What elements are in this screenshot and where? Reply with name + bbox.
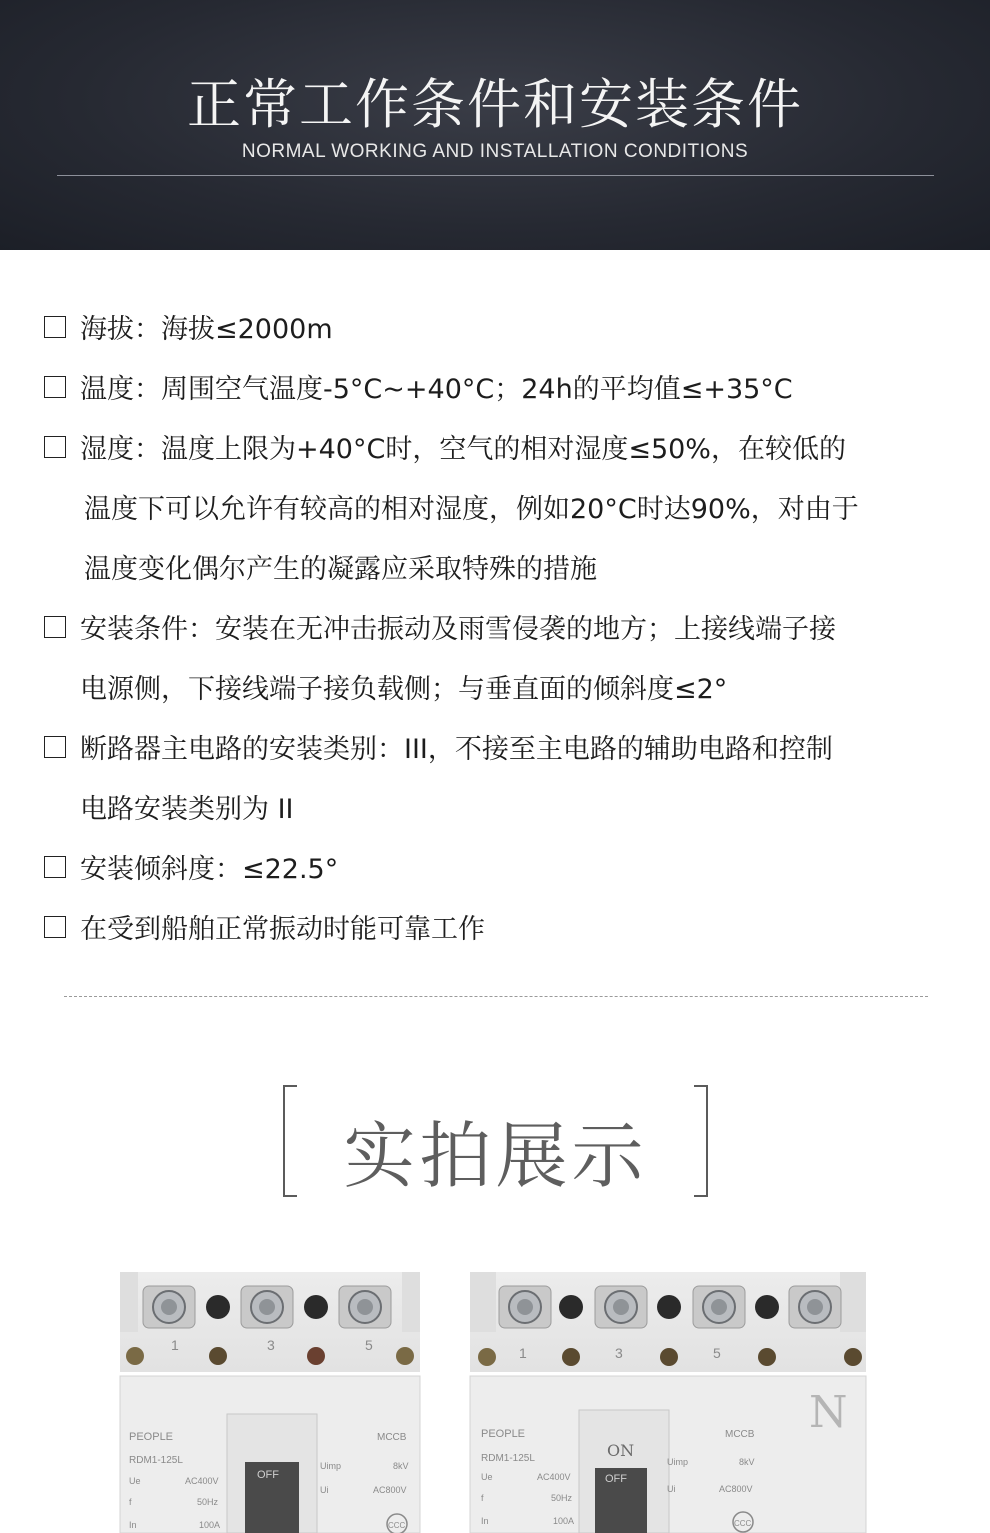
terminal-screw bbox=[789, 1286, 841, 1328]
condition-line: 安装条件：安装在无冲击振动及雨雪侵袭的地方；上接线端子接 bbox=[80, 614, 836, 645]
checkbox-icon bbox=[44, 436, 66, 458]
svg-text:8kV: 8kV bbox=[739, 1457, 755, 1467]
svg-text:f: f bbox=[481, 1493, 484, 1503]
section-divider bbox=[64, 996, 928, 997]
conditions-list bbox=[44, 300, 954, 960]
terminal-number: 5 bbox=[713, 1345, 721, 1361]
terminal-number: 3 bbox=[615, 1345, 623, 1361]
svg-text:AC800V: AC800V bbox=[719, 1484, 753, 1494]
condition-line: 湿度：温度上限为+40°C时，空气的相对湿度≤50%，在较低的 bbox=[80, 434, 846, 465]
condition-line: 在受到船舶正常振动时能可靠工作 bbox=[80, 914, 485, 945]
type-label: MCCB bbox=[377, 1432, 407, 1443]
svg-text:In: In bbox=[129, 1520, 137, 1530]
header-banner bbox=[0, 0, 990, 250]
condition-line: 安装倾斜度：≤22.5° bbox=[80, 854, 339, 885]
type-label: MCCB bbox=[725, 1429, 755, 1440]
svg-text:f: f bbox=[129, 1497, 132, 1507]
svg-text:In: In bbox=[481, 1516, 489, 1526]
handle-label: OFF bbox=[605, 1473, 627, 1485]
svg-text:Uimp: Uimp bbox=[667, 1457, 689, 1467]
model-label: RDM1-125L bbox=[129, 1455, 183, 1466]
condition-line: 温度下可以允许有较高的相对湿度，例如20°C时达90%，对由于 bbox=[84, 494, 859, 525]
svg-text:Ue: Ue bbox=[129, 1476, 141, 1486]
terminal-screw bbox=[595, 1286, 647, 1328]
on-label: ON bbox=[607, 1441, 635, 1460]
svg-text:CCC: CCC bbox=[734, 1519, 752, 1528]
condition-altitude bbox=[44, 300, 954, 360]
svg-text:AC800V: AC800V bbox=[373, 1485, 407, 1495]
breaker-photo-3pole bbox=[115, 1272, 425, 1533]
page-title: 正常工作条件和安装条件 bbox=[187, 73, 803, 136]
svg-text:Ue: Ue bbox=[481, 1472, 493, 1482]
bracket-right bbox=[694, 1085, 708, 1197]
terminal-number: 3 bbox=[267, 1337, 275, 1353]
terminal-screw bbox=[143, 1286, 195, 1328]
condition-line: 断路器主电路的安装类别：III，不接至主电路的辅助电路和控制 bbox=[80, 734, 833, 765]
terminal-number: 5 bbox=[365, 1337, 373, 1353]
handle-label: OFF bbox=[257, 1469, 279, 1481]
checkbox-icon bbox=[44, 916, 66, 938]
terminal-screw bbox=[241, 1286, 293, 1328]
page-subtitle: NORMAL WORKING AND INSTALLATION CONDITIONS bbox=[241, 141, 749, 162]
checkbox-icon bbox=[44, 616, 66, 638]
breaker-photo-4pole bbox=[467, 1272, 872, 1533]
checkbox-icon bbox=[44, 736, 66, 758]
svg-text:AC400V: AC400V bbox=[537, 1472, 571, 1482]
condition-line: 海拔：海拔≤2000m bbox=[80, 314, 333, 345]
checkbox-icon bbox=[44, 856, 66, 878]
model-label: RDM1-125L bbox=[481, 1453, 535, 1464]
svg-text:AC400V: AC400V bbox=[185, 1476, 219, 1486]
terminal-screw bbox=[693, 1286, 745, 1328]
checkbox-icon bbox=[44, 376, 66, 398]
brand-label: PEOPLE bbox=[129, 1431, 174, 1443]
checkbox-icon bbox=[44, 316, 66, 338]
svg-text:Ui: Ui bbox=[320, 1485, 329, 1495]
svg-text:50Hz: 50Hz bbox=[197, 1497, 219, 1507]
svg-text:CCC: CCC bbox=[388, 1521, 406, 1530]
condition-line: 温度：周围空气温度-5°C~+40°C；24h的平均值≤+35°C bbox=[80, 374, 793, 405]
condition-install-category bbox=[44, 720, 954, 840]
condition-temperature bbox=[44, 360, 954, 420]
svg-text:100A: 100A bbox=[199, 1520, 221, 1530]
svg-text:Uimp: Uimp bbox=[320, 1461, 342, 1471]
header-divider bbox=[57, 175, 934, 176]
terminal-number: 1 bbox=[519, 1345, 527, 1361]
condition-line: 温度变化偶尔产生的凝露应采取特殊的措施 bbox=[84, 554, 597, 585]
condition-line: 电源侧，下接线端子接负载侧；与垂直面的倾斜度≤2° bbox=[80, 674, 728, 705]
svg-text:Ui: Ui bbox=[667, 1484, 676, 1494]
svg-text:8kV: 8kV bbox=[393, 1461, 409, 1471]
terminal-screw bbox=[339, 1286, 391, 1328]
photo-section-title: 实拍展示 bbox=[343, 1114, 648, 1198]
terminal-screw bbox=[499, 1286, 551, 1328]
condition-inclination bbox=[44, 840, 954, 900]
bracket-left bbox=[283, 1085, 297, 1197]
brand-label: PEOPLE bbox=[481, 1428, 526, 1440]
neutral-pole-mark: N bbox=[809, 1387, 848, 1438]
terminal-number: 1 bbox=[171, 1337, 179, 1353]
condition-humidity bbox=[44, 420, 954, 600]
condition-installation bbox=[44, 600, 954, 720]
svg-text:100A: 100A bbox=[553, 1516, 575, 1526]
condition-vibration bbox=[44, 900, 954, 960]
svg-text:50Hz: 50Hz bbox=[551, 1493, 573, 1503]
condition-line: 电路安装类别为 II bbox=[80, 794, 294, 825]
